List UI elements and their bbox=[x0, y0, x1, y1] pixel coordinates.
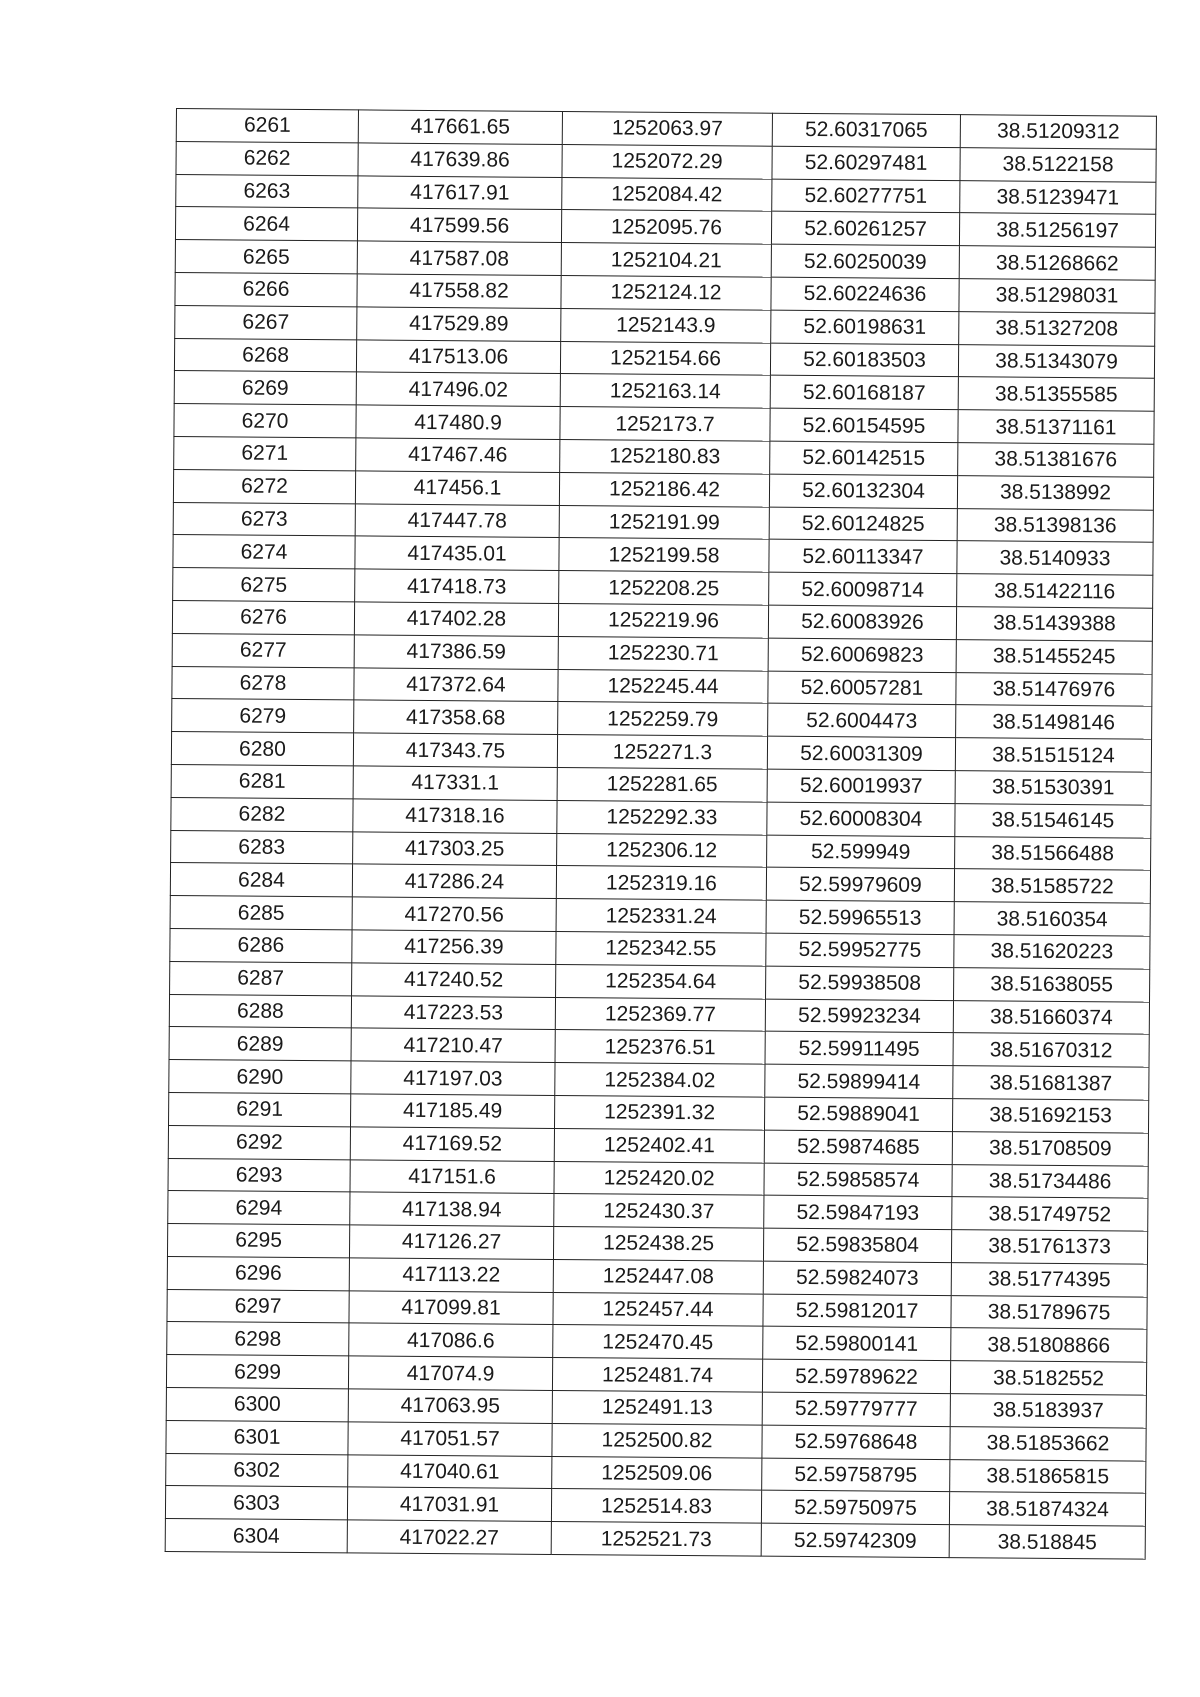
longitude-cell: 38.51268662 bbox=[959, 246, 1155, 280]
y-coordinate-cell: 1252143.9 bbox=[561, 308, 771, 342]
x-coordinate-cell: 417661.65 bbox=[358, 110, 562, 144]
latitude-cell: 52.59979609 bbox=[766, 867, 954, 901]
longitude-cell: 38.51530391 bbox=[955, 771, 1151, 805]
longitude-cell: 38.51256197 bbox=[959, 213, 1155, 247]
latitude-cell: 52.59800141 bbox=[763, 1327, 951, 1361]
y-coordinate-cell: 1252369.77 bbox=[555, 997, 765, 1031]
y-coordinate-cell: 1252447.08 bbox=[553, 1259, 763, 1293]
latitude-cell: 52.59889041 bbox=[764, 1097, 952, 1131]
x-coordinate-cell: 417138.94 bbox=[350, 1192, 554, 1226]
longitude-cell: 38.51398136 bbox=[957, 508, 1153, 542]
point-number-cell: 6286 bbox=[170, 928, 352, 962]
y-coordinate-cell: 1252208.25 bbox=[559, 571, 769, 605]
x-coordinate-cell: 417496.02 bbox=[356, 372, 560, 406]
x-coordinate-cell: 417343.75 bbox=[353, 733, 557, 767]
y-coordinate-cell: 1252124.12 bbox=[561, 276, 771, 310]
point-number-cell: 6292 bbox=[168, 1125, 350, 1159]
y-coordinate-cell: 1252331.24 bbox=[556, 899, 766, 933]
point-number-cell: 6283 bbox=[171, 830, 353, 864]
latitude-cell: 52.59750975 bbox=[761, 1491, 949, 1525]
latitude-cell: 52.60198631 bbox=[771, 310, 959, 344]
longitude-cell: 38.51681387 bbox=[953, 1066, 1149, 1100]
point-number-cell: 6275 bbox=[173, 568, 355, 602]
point-number-cell: 6295 bbox=[167, 1224, 349, 1258]
x-coordinate-cell: 417256.39 bbox=[352, 930, 556, 964]
longitude-cell: 38.51515124 bbox=[955, 738, 1151, 772]
point-number-cell: 6298 bbox=[167, 1322, 349, 1356]
y-coordinate-cell: 1252191.99 bbox=[559, 505, 769, 539]
point-number-cell: 6279 bbox=[172, 699, 354, 733]
longitude-cell: 38.51498146 bbox=[956, 705, 1152, 739]
point-number-cell: 6270 bbox=[174, 404, 356, 438]
x-coordinate-cell: 417529.89 bbox=[357, 307, 561, 341]
y-coordinate-cell: 1252084.42 bbox=[562, 177, 772, 211]
x-coordinate-cell: 417318.16 bbox=[353, 799, 557, 833]
latitude-cell: 52.59768648 bbox=[762, 1425, 950, 1459]
latitude-cell: 52.59835804 bbox=[763, 1228, 951, 1262]
x-coordinate-cell: 417022.27 bbox=[347, 1520, 551, 1554]
y-coordinate-cell: 1252420.02 bbox=[554, 1161, 764, 1195]
longitude-cell: 38.51620223 bbox=[954, 935, 1150, 969]
x-coordinate-cell: 417639.86 bbox=[358, 143, 562, 177]
coordinates-table-body bbox=[165, 109, 1156, 1560]
y-coordinate-cell: 1252063.97 bbox=[562, 112, 772, 146]
latitude-cell: 52.60083926 bbox=[768, 605, 956, 639]
x-coordinate-cell: 417587.08 bbox=[357, 241, 561, 275]
longitude-cell: 38.51708509 bbox=[952, 1131, 1148, 1165]
longitude-cell: 38.51298031 bbox=[959, 279, 1155, 313]
point-number-cell: 6287 bbox=[170, 961, 352, 995]
point-number-cell: 6269 bbox=[174, 371, 356, 405]
y-coordinate-cell: 1252391.32 bbox=[554, 1095, 764, 1129]
latitude-cell: 52.60124825 bbox=[769, 507, 957, 541]
y-coordinate-cell: 1252438.25 bbox=[553, 1227, 763, 1261]
latitude-cell: 52.60019937 bbox=[767, 769, 955, 803]
y-coordinate-cell: 1252281.65 bbox=[557, 767, 767, 801]
y-coordinate-cell: 1252199.58 bbox=[559, 538, 769, 572]
y-coordinate-cell: 1252306.12 bbox=[557, 833, 767, 867]
x-coordinate-cell: 417063.95 bbox=[348, 1389, 552, 1423]
x-coordinate-cell: 417151.6 bbox=[350, 1159, 554, 1193]
point-number-cell: 6274 bbox=[173, 535, 355, 569]
point-number-cell: 6304 bbox=[165, 1519, 347, 1553]
x-coordinate-cell: 417099.81 bbox=[349, 1291, 553, 1325]
point-number-cell: 6266 bbox=[175, 272, 357, 306]
point-number-cell: 6291 bbox=[169, 1092, 351, 1126]
x-coordinate-cell: 417447.78 bbox=[355, 503, 559, 537]
x-coordinate-cell: 417051.57 bbox=[348, 1422, 552, 1456]
latitude-cell: 52.60224636 bbox=[771, 277, 959, 311]
y-coordinate-cell: 1252173.7 bbox=[560, 407, 770, 441]
x-coordinate-cell: 417270.56 bbox=[352, 897, 556, 931]
y-coordinate-cell: 1252292.33 bbox=[557, 800, 767, 834]
point-number-cell: 6288 bbox=[169, 994, 351, 1028]
latitude-cell: 52.60132304 bbox=[769, 474, 957, 508]
point-number-cell: 6299 bbox=[166, 1355, 348, 1389]
point-number-cell: 6303 bbox=[165, 1486, 347, 1520]
point-number-cell: 6281 bbox=[171, 764, 353, 798]
point-number-cell: 6263 bbox=[176, 174, 358, 208]
y-coordinate-cell: 1252500.82 bbox=[552, 1423, 762, 1457]
x-coordinate-cell: 417402.28 bbox=[354, 602, 558, 636]
point-number-cell: 6302 bbox=[166, 1453, 348, 1487]
latitude-cell: 52.6004473 bbox=[768, 704, 956, 738]
latitude-cell: 52.60261257 bbox=[771, 212, 959, 246]
y-coordinate-cell: 1252354.64 bbox=[556, 964, 766, 998]
latitude-cell: 52.59965513 bbox=[766, 900, 954, 934]
latitude-cell: 52.59824073 bbox=[763, 1261, 951, 1295]
point-number-cell: 6300 bbox=[166, 1388, 348, 1422]
y-coordinate-cell: 1252521.73 bbox=[551, 1522, 761, 1556]
point-number-cell: 6262 bbox=[176, 141, 358, 175]
y-coordinate-cell: 1252154.66 bbox=[560, 341, 770, 375]
longitude-cell: 38.51439388 bbox=[956, 607, 1152, 641]
longitude-cell: 38.5182552 bbox=[950, 1361, 1146, 1395]
y-coordinate-cell: 1252376.51 bbox=[555, 1030, 765, 1064]
y-coordinate-cell: 1252219.96 bbox=[558, 603, 768, 637]
point-number-cell: 6289 bbox=[169, 1027, 351, 1061]
x-coordinate-cell: 417331.1 bbox=[353, 766, 557, 800]
longitude-cell: 38.51761373 bbox=[951, 1230, 1147, 1264]
point-number-cell: 6290 bbox=[169, 1060, 351, 1094]
longitude-cell: 38.51209312 bbox=[960, 115, 1156, 149]
latitude-cell: 52.60154595 bbox=[770, 408, 958, 442]
latitude-cell: 52.60031309 bbox=[767, 736, 955, 770]
x-coordinate-cell: 417558.82 bbox=[357, 274, 561, 308]
point-number-cell: 6272 bbox=[173, 469, 355, 503]
longitude-cell: 38.51638055 bbox=[954, 967, 1150, 1001]
point-number-cell: 6277 bbox=[172, 633, 354, 667]
point-number-cell: 6297 bbox=[167, 1289, 349, 1323]
table-row bbox=[165, 1519, 1145, 1559]
x-coordinate-cell: 417113.22 bbox=[349, 1258, 553, 1292]
longitude-cell: 38.5160354 bbox=[954, 902, 1150, 936]
y-coordinate-cell: 1252470.45 bbox=[553, 1325, 763, 1359]
longitude-cell: 38.51371161 bbox=[958, 410, 1154, 444]
longitude-cell: 38.5183937 bbox=[950, 1394, 1146, 1428]
latitude-cell: 52.59874685 bbox=[764, 1130, 952, 1164]
x-coordinate-cell: 417210.47 bbox=[351, 1028, 555, 1062]
x-coordinate-cell: 417197.03 bbox=[351, 1061, 555, 1095]
latitude-cell: 52.59847193 bbox=[764, 1195, 952, 1229]
longitude-cell: 38.5138992 bbox=[957, 475, 1153, 509]
x-coordinate-cell: 417303.25 bbox=[353, 831, 557, 865]
latitude-cell: 52.60057281 bbox=[768, 671, 956, 705]
latitude-cell: 52.59758795 bbox=[762, 1458, 950, 1492]
longitude-cell: 38.51670312 bbox=[953, 1033, 1149, 1067]
y-coordinate-cell: 1252457.44 bbox=[553, 1292, 763, 1326]
longitude-cell: 38.51749752 bbox=[952, 1197, 1148, 1231]
y-coordinate-cell: 1252430.37 bbox=[554, 1194, 764, 1228]
x-coordinate-cell: 417126.27 bbox=[349, 1225, 553, 1259]
longitude-cell: 38.5122158 bbox=[960, 147, 1156, 181]
x-coordinate-cell: 417240.52 bbox=[352, 963, 556, 997]
point-number-cell: 6268 bbox=[174, 338, 356, 372]
longitude-cell: 38.5140933 bbox=[957, 541, 1153, 575]
point-number-cell: 6265 bbox=[175, 240, 357, 274]
longitude-cell: 38.51865815 bbox=[950, 1459, 1146, 1493]
x-coordinate-cell: 417074.9 bbox=[348, 1356, 552, 1390]
y-coordinate-cell: 1252186.42 bbox=[559, 472, 769, 506]
longitude-cell: 38.51734486 bbox=[952, 1164, 1148, 1198]
latitude-cell: 52.60297481 bbox=[772, 146, 960, 180]
x-coordinate-cell: 417480.9 bbox=[356, 405, 560, 439]
y-coordinate-cell: 1252402.41 bbox=[554, 1128, 764, 1162]
y-coordinate-cell: 1252163.14 bbox=[560, 374, 770, 408]
x-coordinate-cell: 417358.68 bbox=[354, 700, 558, 734]
y-coordinate-cell: 1252095.76 bbox=[561, 210, 771, 244]
longitude-cell: 38.51476976 bbox=[956, 672, 1152, 706]
y-coordinate-cell: 1252271.3 bbox=[557, 735, 767, 769]
y-coordinate-cell: 1252481.74 bbox=[552, 1358, 762, 1392]
latitude-cell: 52.59789622 bbox=[762, 1359, 950, 1393]
latitude-cell: 52.59858574 bbox=[764, 1163, 952, 1197]
longitude-cell: 38.518845 bbox=[949, 1525, 1145, 1559]
latitude-cell: 52.59742309 bbox=[761, 1523, 949, 1557]
latitude-cell: 52.59899414 bbox=[765, 1064, 953, 1098]
point-number-cell: 6296 bbox=[167, 1256, 349, 1290]
point-number-cell: 6271 bbox=[174, 436, 356, 470]
x-coordinate-cell: 417185.49 bbox=[351, 1094, 555, 1128]
latitude-cell: 52.599949 bbox=[767, 835, 955, 869]
point-number-cell: 6278 bbox=[172, 666, 354, 700]
point-number-cell: 6284 bbox=[170, 863, 352, 897]
y-coordinate-cell: 1252509.06 bbox=[552, 1456, 762, 1490]
latitude-cell: 52.59911495 bbox=[765, 1031, 953, 1065]
longitude-cell: 38.51327208 bbox=[959, 311, 1155, 345]
longitude-cell: 38.51874324 bbox=[949, 1492, 1145, 1526]
y-coordinate-cell: 1252072.29 bbox=[562, 144, 772, 178]
longitude-cell: 38.51239471 bbox=[960, 180, 1156, 214]
x-coordinate-cell: 417169.52 bbox=[350, 1127, 554, 1161]
x-coordinate-cell: 417467.46 bbox=[356, 438, 560, 472]
point-number-cell: 6282 bbox=[171, 797, 353, 831]
latitude-cell: 52.60098714 bbox=[769, 572, 957, 606]
latitude-cell: 52.60008304 bbox=[767, 802, 955, 836]
latitude-cell: 52.59779777 bbox=[762, 1392, 950, 1426]
point-number-cell: 6285 bbox=[170, 896, 352, 930]
x-coordinate-cell: 417031.91 bbox=[347, 1487, 551, 1521]
y-coordinate-cell: 1252319.16 bbox=[556, 866, 766, 900]
point-number-cell: 6293 bbox=[168, 1158, 350, 1192]
latitude-cell: 52.60277751 bbox=[772, 179, 960, 213]
longitude-cell: 38.51355585 bbox=[958, 377, 1154, 411]
x-coordinate-cell: 417513.06 bbox=[356, 340, 560, 374]
point-number-cell: 6301 bbox=[166, 1420, 348, 1454]
longitude-cell: 38.51808866 bbox=[951, 1328, 1147, 1362]
longitude-cell: 38.51692153 bbox=[952, 1099, 1148, 1133]
y-coordinate-cell: 1252384.02 bbox=[555, 1063, 765, 1097]
x-coordinate-cell: 417386.59 bbox=[354, 635, 558, 669]
longitude-cell: 38.51585722 bbox=[954, 869, 1150, 903]
point-number-cell: 6264 bbox=[175, 207, 357, 241]
y-coordinate-cell: 1252230.71 bbox=[558, 636, 768, 670]
longitude-cell: 38.51660374 bbox=[953, 1000, 1149, 1034]
x-coordinate-cell: 417599.56 bbox=[357, 208, 561, 242]
point-number-cell: 6267 bbox=[175, 305, 357, 339]
y-coordinate-cell: 1252514.83 bbox=[551, 1489, 761, 1523]
latitude-cell: 52.59952775 bbox=[766, 933, 954, 967]
longitude-cell: 38.51566488 bbox=[955, 836, 1151, 870]
longitude-cell: 38.51774395 bbox=[951, 1263, 1147, 1297]
longitude-cell: 38.51422116 bbox=[957, 574, 1153, 608]
y-coordinate-cell: 1252245.44 bbox=[558, 669, 768, 703]
longitude-cell: 38.51853662 bbox=[950, 1426, 1146, 1460]
x-coordinate-cell: 417435.01 bbox=[355, 536, 559, 570]
latitude-cell: 52.60168187 bbox=[770, 376, 958, 410]
coordinates-table bbox=[165, 108, 1157, 1560]
y-coordinate-cell: 1252342.55 bbox=[556, 931, 766, 965]
latitude-cell: 52.59938508 bbox=[766, 966, 954, 1000]
latitude-cell: 52.60113347 bbox=[769, 540, 957, 574]
y-coordinate-cell: 1252491.13 bbox=[552, 1391, 762, 1425]
latitude-cell: 52.60142515 bbox=[770, 441, 958, 475]
longitude-cell: 38.51789675 bbox=[951, 1295, 1147, 1329]
point-number-cell: 6261 bbox=[176, 109, 358, 143]
latitude-cell: 52.60250039 bbox=[771, 244, 959, 278]
y-coordinate-cell: 1252259.79 bbox=[558, 702, 768, 736]
point-number-cell: 6273 bbox=[173, 502, 355, 536]
latitude-cell: 52.59923234 bbox=[765, 999, 953, 1033]
x-coordinate-cell: 417286.24 bbox=[352, 864, 556, 898]
latitude-cell: 52.60317065 bbox=[772, 113, 960, 147]
latitude-cell: 52.60069823 bbox=[768, 638, 956, 672]
longitude-cell: 38.51455245 bbox=[956, 639, 1152, 673]
latitude-cell: 52.59812017 bbox=[763, 1294, 951, 1328]
y-coordinate-cell: 1252104.21 bbox=[561, 243, 771, 277]
longitude-cell: 38.51381676 bbox=[958, 443, 1154, 477]
x-coordinate-cell: 417418.73 bbox=[355, 569, 559, 603]
x-coordinate-cell: 417617.91 bbox=[358, 176, 562, 210]
latitude-cell: 52.60183503 bbox=[770, 343, 958, 377]
point-number-cell: 6294 bbox=[168, 1191, 350, 1225]
point-number-cell: 6276 bbox=[172, 600, 354, 634]
x-coordinate-cell: 417040.61 bbox=[348, 1455, 552, 1489]
x-coordinate-cell: 417456.1 bbox=[355, 471, 559, 505]
point-number-cell: 6280 bbox=[171, 732, 353, 766]
x-coordinate-cell: 417223.53 bbox=[351, 995, 555, 1029]
y-coordinate-cell: 1252180.83 bbox=[560, 439, 770, 473]
x-coordinate-cell: 417372.64 bbox=[354, 667, 558, 701]
longitude-cell: 38.51343079 bbox=[958, 344, 1154, 378]
x-coordinate-cell: 417086.6 bbox=[349, 1323, 553, 1357]
longitude-cell: 38.51546145 bbox=[955, 803, 1151, 837]
